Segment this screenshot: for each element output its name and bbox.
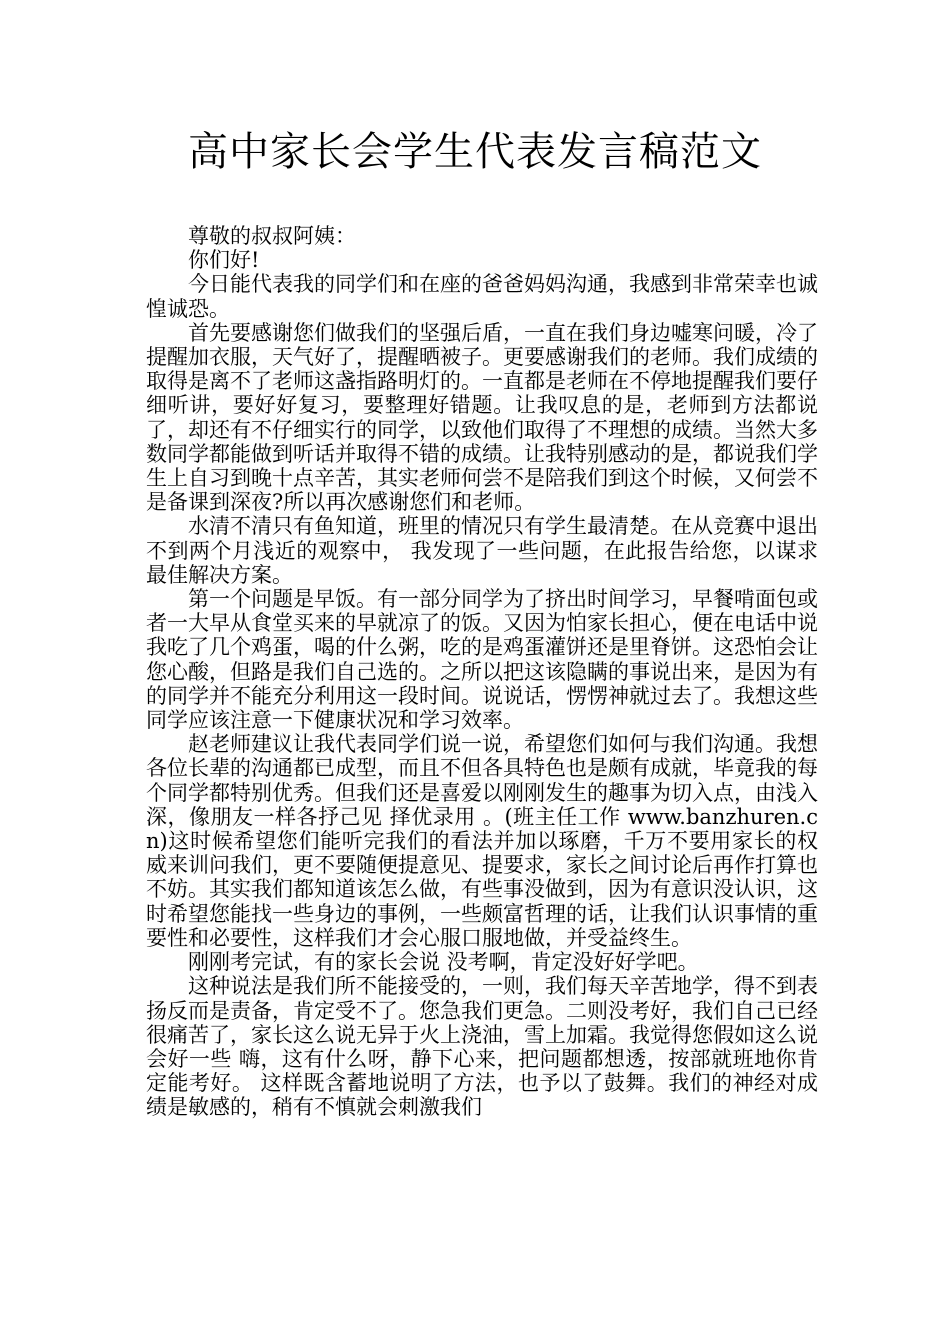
paragraph: 刚刚考完试，有的家长会说 没考啊，肯定没好好学吧。 [188, 950, 699, 975]
document-body [146, 224, 818, 1120]
paragraph-greeting: 你们好! [188, 248, 260, 273]
paragraph: 今日能代表我的同学们和在座的爸爸妈妈沟通，我感到非常荣幸也诚惶诚恐。 [146, 272, 818, 321]
paragraph-salutation: 尊敬的叔叔阿姨： [188, 224, 356, 248]
paragraph: 这种说法是我们所不能接受的，一则，我们每天辛苦地学，得不到表扬反而是责备，肯定受不了。您急我们更急。二则没考好，我们自己已经很痛苦了，家长这么说无异于火上浇油，雪上加霜。我觉得您假如这么说会好一些 嗨，这有什么呀，静下心来，把问题都想透，按部就班地你肯定能考好。 这样既含蓄地说明了方法，也予以了鼓舞。我们的神经对成绩是敏感的，稍有不慎就会刺激我们 [146, 974, 818, 1120]
paragraph: 首先要感谢您们做我们的坚强后盾，一直在我们身边嘘寒问暖，冷了提醒加衣服，天气好了，提醒晒被子。更要感谢我们的老师。我们成绩的取得是离不了老师这盏指路明灯的。一直都是老师在不停地提醒我们要仔细听讲，要好好复习，要整理好错题。让我叹息的是，老师到方法都说了，却还有不仔细实行的同学，以致他们取得了不理想的成绩。当然大多数同学都能做到听话并取得不错的成绩。让我特别感动的是，都说我们学生上自习到晚十点辛苦，其实老师何尝不是陪我们到这个时候，又何尝不是备课到深夜?所以再次感谢您们和老师。 [146, 320, 818, 515]
paragraph: 第一个问题是早饭。有一部分同学为了挤出时间学习，早餐啃面包或者一大早从食堂买来的早就凉了的饭。又因为怕家长担心，便在电话中说我吃了几个鸡蛋，喝的什么粥，吃的是鸡蛋灌饼还是里脊饼。这恐怕会让您心酸，但路是我们自己选的。之所以把这该隐瞒的事说出来，是因为有的同学并不能充分利用这一段时间。说说话，愣愣神就过去了。我想这些同学应该注意一下健康状况和学习效率。 [146, 587, 818, 733]
paragraph: 赵老师建议让我代表同学们说一说，希望您们如何与我们沟通。我想各位长辈的沟通都已成型，而且不但各具特色也是颇有成就，毕竟我的每个同学都特别优秀。但我们还是喜爱以刚刚发生的趣事为切入点，由浅入深，像朋友一样各抒己见 择优录用 。(班主任工作 www.banzhuren.cn)这时候希望您们能听完我们的看法并加以琢磨，千万不要用家长的权威来训问我们，更不要随便提意见、提要求，家长之间讨论后再作打算也不妨。其实我们都知道该怎么做，有些事没做到，因为有意识没认识，这时希望您能找一些身边的事例，一些颇富哲理的话，让我们认识事情的重要性和必要性，这样我们才会心服口服地做，并受益终生。 [146, 732, 818, 950]
paragraph: 水清不清只有鱼知道，班里的情况只有学生最清楚。在从竞赛中退出不到两个月浅近的观察中， 我发现了一些问题，在此报告给您，以谋求最佳解决方案。 [146, 514, 818, 587]
page-title: 高中家长会学生代表发言稿范文 [188, 129, 762, 175]
